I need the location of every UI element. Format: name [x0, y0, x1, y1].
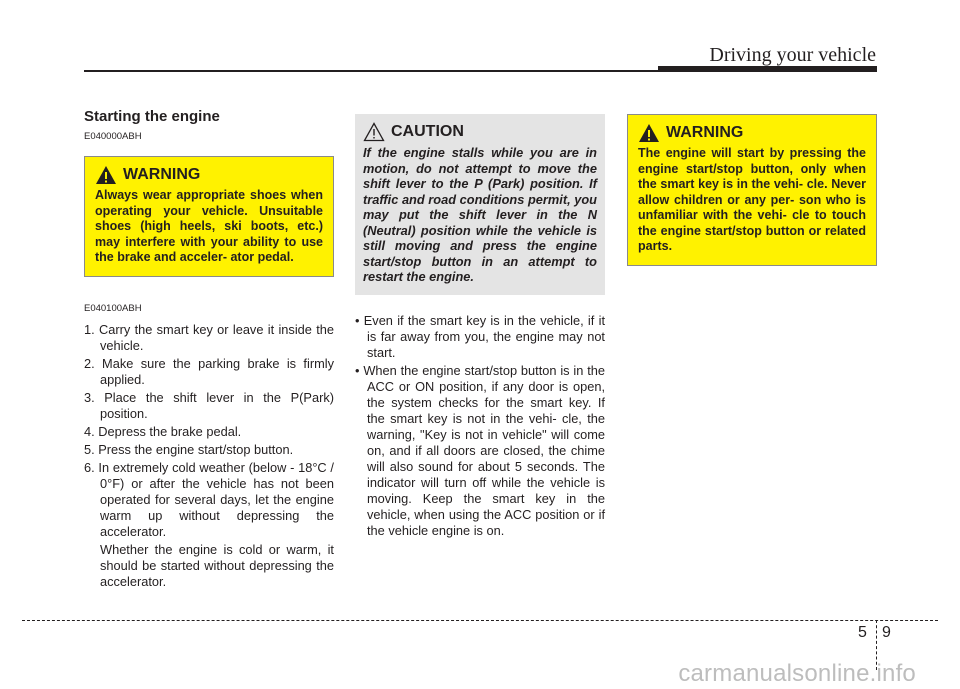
step-item: 1. Carry the smart key or leave it inside the vehicle.	[84, 321, 334, 353]
header-rule-thick	[658, 66, 877, 72]
warning-triangle-icon	[95, 165, 117, 185]
page-header-title: Driving your vehicle	[709, 44, 876, 66]
section-title: Starting the engine	[84, 108, 220, 125]
warning-text: The engine will start by pressing the engine start/stop button, only when the smart key is in the vehi- cle. Never allow children or any per- son who is unfamiliar with the vehi- cle to touch the engine start/stop button or related parts.	[638, 146, 866, 253]
chapter-number: 5	[858, 624, 867, 641]
header-rule	[84, 70, 658, 72]
caution-triangle-icon	[363, 122, 385, 142]
watermark: carmanualsonline.info	[678, 660, 916, 687]
step-item: 4. Depress the brake pedal.	[84, 423, 242, 439]
section-code: E040000ABH	[84, 131, 142, 142]
warning-box-smart-key	[627, 114, 877, 266]
warning-label: WARNING	[666, 124, 744, 142]
notes-list	[355, 313, 605, 539]
steps-note: Whether the engine is cold or warm, it should be started without depressing the accelerator.	[100, 541, 334, 589]
column-left	[84, 108, 334, 590]
warning-header	[638, 123, 866, 143]
step-item: 3. Place the shift lever in the P(Park) position.	[84, 389, 334, 421]
step-item: 5. Press the engine start/stop button.	[84, 441, 294, 457]
start-steps-list	[84, 322, 334, 540]
steps-code: E040100ABH	[84, 302, 142, 314]
note-item: • When the engine start/stop button is in the ACC or ON position, if any door is open, the system checks for the smart key. If the smart key is not in the vehi- cle, the warning, "Key is not in vehicle" will come on, and if all doors are closed, the chime will also sound for about 5 seconds. The indicator will turn off while the vehicle is moving. Keep the smart key in the vehicle, when using the ACC position or if the vehicle engine is on.	[355, 362, 605, 538]
note-item: • Even if the smart key is in the vehicle, if it is far away from you, the engine may not start.	[355, 312, 605, 360]
warning-header	[95, 165, 323, 185]
column-middle	[355, 114, 605, 541]
warning-box-shoes	[84, 156, 334, 277]
warning-triangle-icon	[638, 123, 660, 143]
step-item: 6. In extremely cold weather (below - 18°C / 0°F) or after the vehicle has not been operated for several days, let the engine warm up without depressing the accelerator.	[84, 459, 334, 539]
caution-text: If the engine stalls while you are in motion, do not attempt to move the shift lever to the P (Park) position. If traffic and road conditions permit, you may put the shift lever in the N (Neutral) position while the vehicle is still moving and press the engine start/stop button in an attempt to restart the engine.	[363, 145, 597, 284]
page-number: 9	[882, 624, 891, 641]
column-right	[627, 114, 877, 266]
warning-label: WARNING	[123, 166, 201, 184]
caution-label: CAUTION	[391, 123, 464, 141]
caution-header	[363, 122, 597, 142]
caution-box	[355, 114, 605, 295]
warning-text: Always wear appropriate shoes when operating your vehicle. Unsuitable shoes (high heels, ski boots, etc.) may interfere with your ability to use the brake and acceler- ator pedal.	[95, 188, 323, 264]
footer-rule	[22, 620, 938, 621]
step-item: 2. Make sure the parking brake is firmly applied.	[84, 355, 334, 387]
